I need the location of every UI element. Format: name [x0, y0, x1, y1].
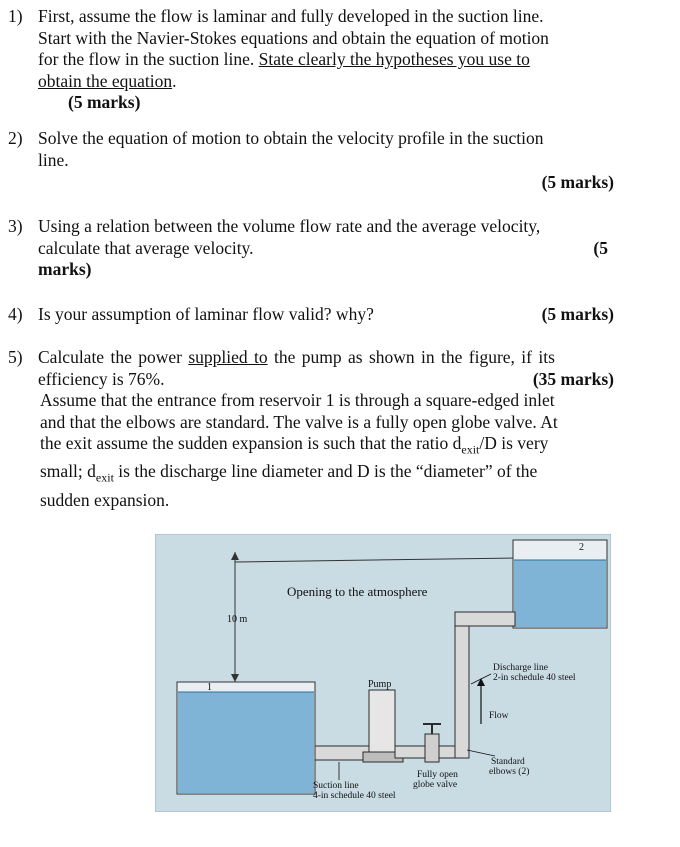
question-5-para-line-2: and that the elbows are standard. The valve is a fully open globe valve. At [40, 411, 558, 432]
question-5-supplied-underlined: supplied to [188, 347, 268, 367]
question-5-para-line-3-a: the exit assume the sudden expansion is such that the ratio d [40, 433, 462, 454]
question-5-number: 5) [8, 347, 23, 367]
question-2-text [38, 128, 618, 171]
question-5-para-line-3-b: /D is very [479, 433, 549, 454]
question-1-line-3 [38, 49, 618, 71]
question-5-text [38, 347, 618, 511]
valve-label-1: Fully open [417, 770, 458, 780]
question-2-marks: (5 marks) [541, 172, 614, 192]
discharge-label-1: Discharge line [493, 663, 548, 673]
question-3-line-1: Using a relation between the volume flow rate and the average velocity, [38, 216, 541, 236]
question-3-marks-a: (5 [593, 238, 608, 258]
question-5-line-1 [38, 347, 618, 369]
question-5-para-line-4-b: is the discharge line diameter and D is the “diameter” of the [113, 461, 538, 482]
discharge-label-2: 2-in schedule 40 steel [493, 673, 576, 683]
pump-body [369, 690, 395, 756]
question-5-para-line-4 [40, 461, 618, 489]
question-5-para-line-1: Assume that the entrance from reservoir 1 is through a square-edged inlet [40, 390, 555, 411]
question-1-period: . [172, 70, 177, 91]
question-5-line-2: efficiency is 76%. [38, 368, 165, 389]
question-5-subscript-exit-1: exit [461, 442, 480, 457]
question-5-line-1-b: the pump as shown in the figure, if its [274, 347, 555, 367]
reservoir-1-label: 1 [207, 682, 212, 693]
question-2-line-1: Solve the equation of motion to obtain the velocity profile in the suction [38, 128, 544, 148]
question-3-marks-b: marks) [38, 259, 92, 280]
question-5-assumptions [38, 390, 618, 511]
question-5-para-line-5: sudden expansion. [40, 489, 170, 510]
question-1-marks: (5 marks) [68, 92, 141, 113]
question-3-line-2: calculate that average velocity. [38, 237, 254, 258]
question-2-number: 2) [8, 128, 23, 148]
elbows-label-2: elbows (2) [489, 767, 530, 777]
reservoir-1-water [178, 692, 314, 793]
suction-label-2: 4-in schedule 40 steel [313, 791, 396, 801]
question-5-line-1-a: Calculate the power [38, 347, 182, 367]
question-5-para-line-4-a: small; d [40, 461, 96, 482]
question-1-hypotheses-underlined: State clearly the hypotheses you use to [258, 49, 530, 70]
question-1-number: 1) [8, 6, 23, 26]
question-5-para-line-3 [40, 433, 618, 461]
question-1-line-3-plain: for the flow in the suction line. [38, 49, 255, 70]
question-1-line-4 [38, 71, 618, 93]
question-3-number: 3) [8, 216, 23, 236]
question-2-line-2: line. [38, 149, 69, 170]
question-5-marks: (35 marks) [532, 369, 614, 389]
question-1-line-2: Start with the Navier-Stokes equations and obtain the equation of motion [38, 27, 549, 48]
question-3-text [38, 216, 618, 281]
suction-label-1: Suction line [313, 781, 359, 791]
reservoir-2-label: 2 [579, 542, 584, 553]
question-4-number: 4) [8, 304, 23, 324]
question-4-text: Is your assumption of laminar flow valid? why? [38, 304, 374, 324]
pump-system-figure [155, 534, 611, 812]
question-5-subscript-exit-2: exit [95, 470, 114, 485]
question-1-line-1: First, assume the flow is laminar and fully developed in the suction line. [38, 6, 544, 26]
valve-label-2: globe valve [413, 780, 458, 790]
pump-label: Pump [368, 679, 392, 690]
height-label: 10 m [227, 614, 248, 625]
discharge-pipe-upper [455, 612, 515, 626]
question-1-text [38, 6, 618, 114]
opening-label: Opening to the atmosphere [287, 584, 428, 599]
discharge-pipe-vertical [455, 624, 469, 758]
globe-valve [425, 734, 439, 762]
question-4-marks: (5 marks) [541, 304, 614, 324]
question-1-obtain-underlined: obtain the equation [38, 70, 173, 91]
elbows-label-1: Standard [491, 757, 525, 767]
flow-label: Flow [489, 711, 509, 721]
reservoir-2-water [514, 560, 606, 627]
